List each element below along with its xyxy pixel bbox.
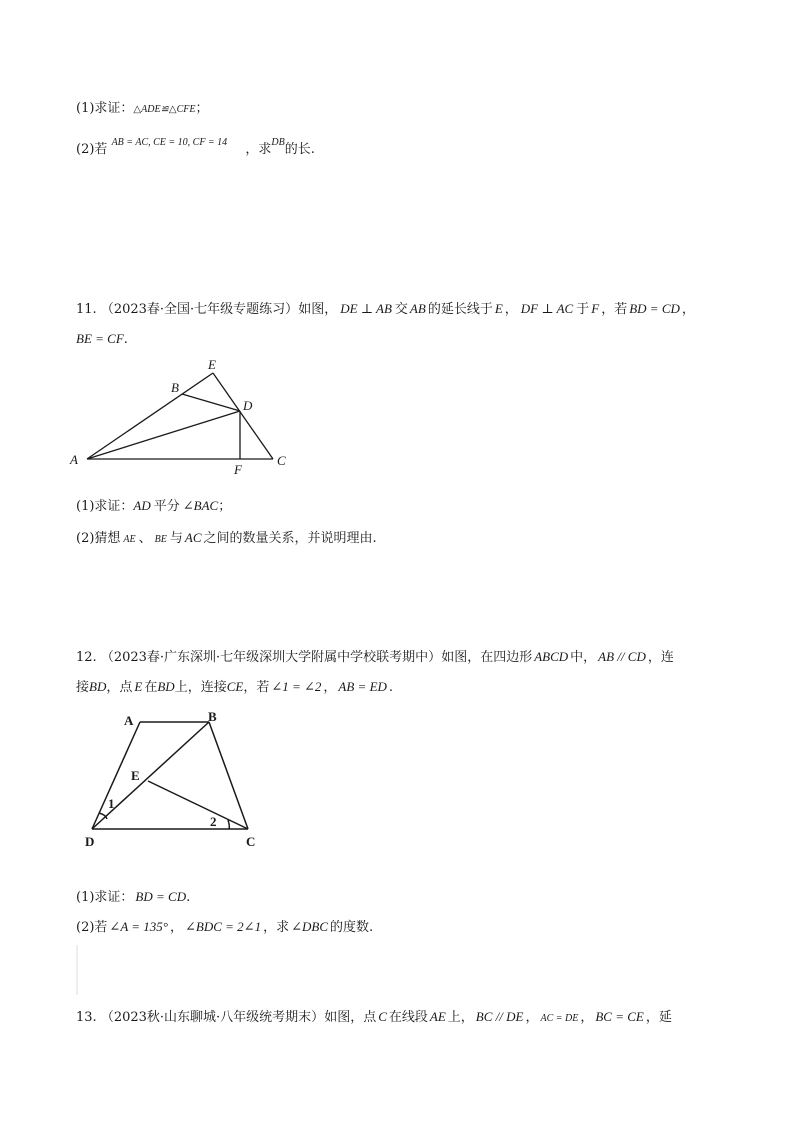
p11-number: 11.	[76, 302, 97, 317]
p11-part2-ac: AC	[184, 530, 202, 545]
p11-math-be-cf: BE = CF	[76, 331, 124, 346]
p13-text-d: ，	[525, 1010, 539, 1025]
p10-part2-prefix: (2)若	[76, 142, 108, 157]
p11-part2-suffix: 之间的数量关系，并说明理由.	[203, 531, 377, 546]
p12-label-D: D	[85, 834, 95, 849]
p13-text-e: ，	[580, 1010, 594, 1025]
p11-text-c: 的延长线于	[427, 302, 493, 317]
p10-part2-math2: DB	[271, 137, 285, 148]
p12-text-b: 中，	[570, 650, 597, 665]
p11-text-d: ，	[504, 302, 518, 317]
p11-part2-prefix: (2)猜想	[76, 531, 121, 546]
scan-artifact	[76, 945, 78, 995]
p11-math-bd-cd: BD = CD	[629, 301, 680, 316]
p13-math-ac-de: AC = DE	[540, 1013, 579, 1024]
p11-math-e: E	[494, 301, 503, 316]
p10-part2-math: AB = AC, CE = 10, CF = 14	[111, 137, 228, 148]
p11-part1-suffix: ；	[218, 499, 232, 514]
p12-part2	[76, 918, 373, 937]
p10-part1-suffix: ；	[195, 101, 209, 116]
p13-stem-line1	[76, 1008, 672, 1028]
p12-text-e: ，点	[106, 680, 133, 695]
p11-label-D: D	[243, 398, 253, 413]
p11-text-b: 交	[394, 302, 408, 317]
p12-part2-angle-a: ∠A = 135°	[109, 919, 168, 934]
p12-label-C: C	[246, 834, 256, 849]
p12-part2-prefix: (2)若	[76, 920, 108, 935]
p11-part2-be: BE	[154, 534, 167, 545]
p11-math-f: F	[591, 301, 600, 316]
p11-math-de-perp-ab: DE ⊥ AB	[340, 301, 392, 316]
p12-text-g: 上，连接	[174, 680, 227, 695]
p11-math-df-perp-ac: DF ⊥ AC	[520, 301, 574, 316]
p12-math-ab-parallel-cd: AB // CD	[598, 649, 646, 664]
p12-math-abcd: ABCD	[534, 649, 569, 664]
p12-source: （2023春·广东深圳·七年级深圳大学附属中学校联考期中）	[100, 650, 442, 665]
p12-text-j: .	[388, 680, 394, 695]
p12-text-c: ，连	[647, 650, 674, 665]
p12-text-f: 在	[144, 680, 158, 695]
p12-math-e: E	[134, 679, 143, 694]
p13-text-c: 上，	[447, 1010, 474, 1025]
p11-label-E: E	[208, 357, 216, 372]
p10-part2-suffix: 的长.	[284, 142, 315, 157]
p11-label-C: C	[277, 453, 286, 468]
p12-part1-math: BD = CD	[135, 889, 187, 904]
p11-label-F: F	[234, 462, 242, 477]
p13-text-a: 如图，点	[324, 1010, 377, 1025]
p12-text-d: 接	[76, 680, 90, 695]
p13-text-b: 在线段	[388, 1010, 428, 1025]
p12-part2-angle-dbc: ∠DBC	[291, 919, 328, 934]
p12-part2-mid: ，求	[263, 920, 290, 935]
p10-part2-mid: ，求	[245, 142, 272, 157]
p12-label-A: A	[124, 713, 134, 728]
p12-angle-1: 1	[108, 796, 115, 811]
p11-text-f: ，若	[601, 302, 628, 317]
p12-text-h: ，若	[243, 680, 270, 695]
p13-number: 13.	[76, 1010, 97, 1025]
p10-part1-math: △ADE≌△CFE	[133, 104, 196, 115]
p11-part2-with: 与	[169, 531, 183, 546]
p12-part2-angle-bdc: ∠BDC = 2∠1	[185, 919, 262, 934]
p12-part1-suffix: .	[186, 890, 191, 905]
p12-label-B: B	[208, 709, 217, 724]
p11-part1-mid: 平分	[153, 499, 180, 514]
p12-label-E: E	[131, 768, 140, 783]
p13-math-c: C	[378, 1009, 387, 1024]
p11-text-h: .	[123, 332, 128, 347]
p12-part2-suffix: 的度数.	[330, 920, 374, 935]
p12-math-angle-eq: ∠1 = ∠2	[271, 679, 322, 694]
p10-part1-prefix: (1)求证：	[76, 101, 134, 116]
p12-number: 12.	[76, 650, 97, 665]
p11-part2-ae: AE	[123, 534, 136, 545]
p11-math-ab: AB	[409, 301, 426, 316]
p12-math-bd2: BD	[157, 679, 175, 694]
p11-label-B: B	[171, 380, 179, 395]
p12-angle-2: 2	[210, 814, 217, 829]
p12-math-ab-ed: AB = ED	[338, 679, 387, 694]
p11-text-g: ，	[681, 302, 695, 317]
p11-text-e: 于	[576, 302, 590, 317]
p13-math-ae: AE	[429, 1009, 446, 1024]
p11-text-a: 如图，	[298, 302, 338, 317]
p12-part1	[76, 888, 190, 907]
p13-source: （2023秋·山东聊城·八年级统考期末）	[100, 1010, 325, 1025]
p12-text-i: ，	[323, 680, 337, 695]
p11-part1-ad: AD	[133, 498, 151, 513]
p13-text-f: ，延	[645, 1010, 672, 1025]
p12-part1-prefix: (1)求证：	[76, 890, 134, 905]
p13-math-bc-parallel-de: BC // DE	[475, 1009, 524, 1024]
p11-label-A: A	[70, 452, 78, 467]
p11-part2-sep: 、	[138, 531, 152, 546]
p12-text-a: 如图，在四边形	[441, 650, 533, 665]
p11-source: （2023春·全国·七年级专题练习）	[100, 302, 299, 317]
p12-math-bd: BD	[89, 679, 107, 694]
p12-part2-sep: ，	[170, 920, 184, 935]
p11-part1-prefix: (1)求证：	[76, 499, 134, 514]
p11-part1-bac: ∠BAC	[182, 498, 219, 513]
p12-math-ce: CE	[226, 679, 244, 694]
p13-math-bc-ce: BC = CE	[595, 1009, 644, 1024]
